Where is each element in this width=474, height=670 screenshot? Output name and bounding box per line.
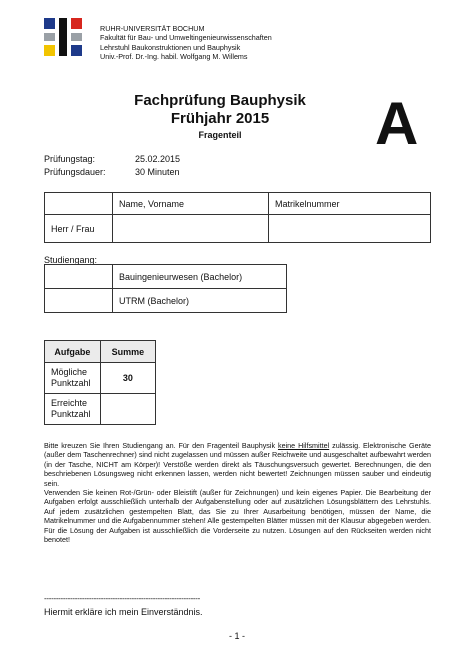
signature-line: ------------------------------------------------------------------ xyxy=(44,594,201,603)
professor-name: Univ.-Prof. Dr.-Ing. habil. Wolfgang M. Willems xyxy=(100,51,248,61)
title-subtitle: Fragenteil xyxy=(198,130,242,140)
faculty-name: Fakultät für Bau- und Umweltingenieurwissenschaften xyxy=(100,33,272,43)
title-line-1: Fachprüfung Bauphysik xyxy=(134,92,306,109)
achieved-points-line-2: Punktzahl xyxy=(51,409,91,419)
letterhead xyxy=(100,24,272,61)
exam-instructions xyxy=(44,441,431,544)
logo-block-yellow xyxy=(44,45,55,56)
possible-points-label xyxy=(45,363,101,394)
exam-date-label: Prüfungstag: xyxy=(44,154,96,164)
logo-block-gray xyxy=(44,33,55,41)
name-column-header: Name, Vorname xyxy=(113,193,269,215)
aufgabe-header: Aufgabe xyxy=(45,341,101,363)
matrikel-column-header: Matrikelnummer xyxy=(269,193,431,215)
studiengang-checkbox-2[interactable] xyxy=(45,289,113,313)
logo-block-blue-2 xyxy=(71,45,82,56)
possible-points-line-2: Punktzahl xyxy=(51,378,91,388)
matrikel-field[interactable] xyxy=(269,215,431,243)
exam-date-value: 25.02.2015 xyxy=(135,154,181,164)
instructions-paragraph-1 xyxy=(44,441,431,488)
exam-title xyxy=(100,92,340,140)
possible-points-value: 30 xyxy=(100,363,155,394)
studiengang-label: Studiengang: xyxy=(44,255,98,265)
instructions-p1-end: zulässig. Elektronische Geräte (außer dem Taschenrechner) sind nicht zugelassen und müssen außer Reichweite und ausgeschaltet aufbewahrt werden (in der Tasche, NICHT am Körper)! Verstöße werden direkt als Täuschungsversuch gewertet. Berechnungen, die den beschriebenen Lösungsweg nicht erkennen lassen, werden nicht bewertet! Zeichnungen müssen sauber und eindeutig sein. xyxy=(44,441,432,488)
university-name: RUHR-UNIVERSITÄT BOCHUM xyxy=(100,24,205,33)
exam-duration-label: Prüfungsdauer: xyxy=(44,167,106,177)
logo-bar-black xyxy=(59,18,67,56)
score-table xyxy=(44,340,156,425)
empty-header-cell xyxy=(45,193,113,215)
title-line-2: Frühjahr 2015 xyxy=(170,110,270,127)
summe-header: Summe xyxy=(100,341,155,363)
achieved-points-line-1: Erreichte xyxy=(51,398,88,408)
university-logo xyxy=(44,18,82,56)
studiengang-option-2: UTRM (Bachelor) xyxy=(113,289,287,313)
exam-duration-value: 30 Minuten xyxy=(135,167,180,177)
name-field[interactable] xyxy=(113,215,269,243)
salutation-label: Herr / Frau xyxy=(45,215,113,243)
exam-variant: A xyxy=(375,90,419,157)
studiengang-option-1: Bauingenieurwesen (Bachelor) xyxy=(113,265,287,289)
logo-block-red xyxy=(71,18,82,29)
achieved-points-label xyxy=(45,394,101,425)
achieved-points-field[interactable] xyxy=(100,394,155,425)
consent-statement: Hiermit erkläre ich mein Einverständnis. xyxy=(44,607,203,617)
instructions-paragraph-2: Verwenden Sie keinen Rot-/Grün- oder Bleistift (außer für Zeichnungen) und kein eigenes Papier. Die Bearbeitung der Aufgaben erfolgt ausschließlich unterhalb der Aufgabenstellung oder auf zusätzlichen Lösungsblättern des Lehrstuhls. Auf jedem zusätzlichen gestempelten Blatt, das Sie zu Ihrer Ausarbeitung benötigen, müssen der Name, die Matrikelnummer und die Aufgabennummer stehen! Alle gestempelten Blätter müssen mit der Klausur abgegeben werden. Für die Lösung der Aufgaben ist ausschließlich die Vorderseite zu nutzen. Lösungen auf den Rückseiten werden nicht benotet! xyxy=(44,488,431,545)
logo-block-blue xyxy=(44,18,55,29)
instructions-p1-start: Bitte kreuzen Sie Ihren Studiengang an. Für den Fragenteil Bauphysik xyxy=(44,441,278,450)
possible-points-line-1: Mögliche xyxy=(51,367,88,377)
studiengang-checkbox-1[interactable] xyxy=(45,265,113,289)
page-number: - 1 - xyxy=(228,631,245,641)
no-aids-emphasis: keine Hilfsmittel xyxy=(277,441,330,450)
chair-name: Lehrstuhl Baukonstruktionen und Bauphysik xyxy=(100,42,241,52)
student-info-table xyxy=(44,192,431,243)
studiengang-table xyxy=(44,264,287,313)
logo-block-gray-2 xyxy=(71,33,82,41)
